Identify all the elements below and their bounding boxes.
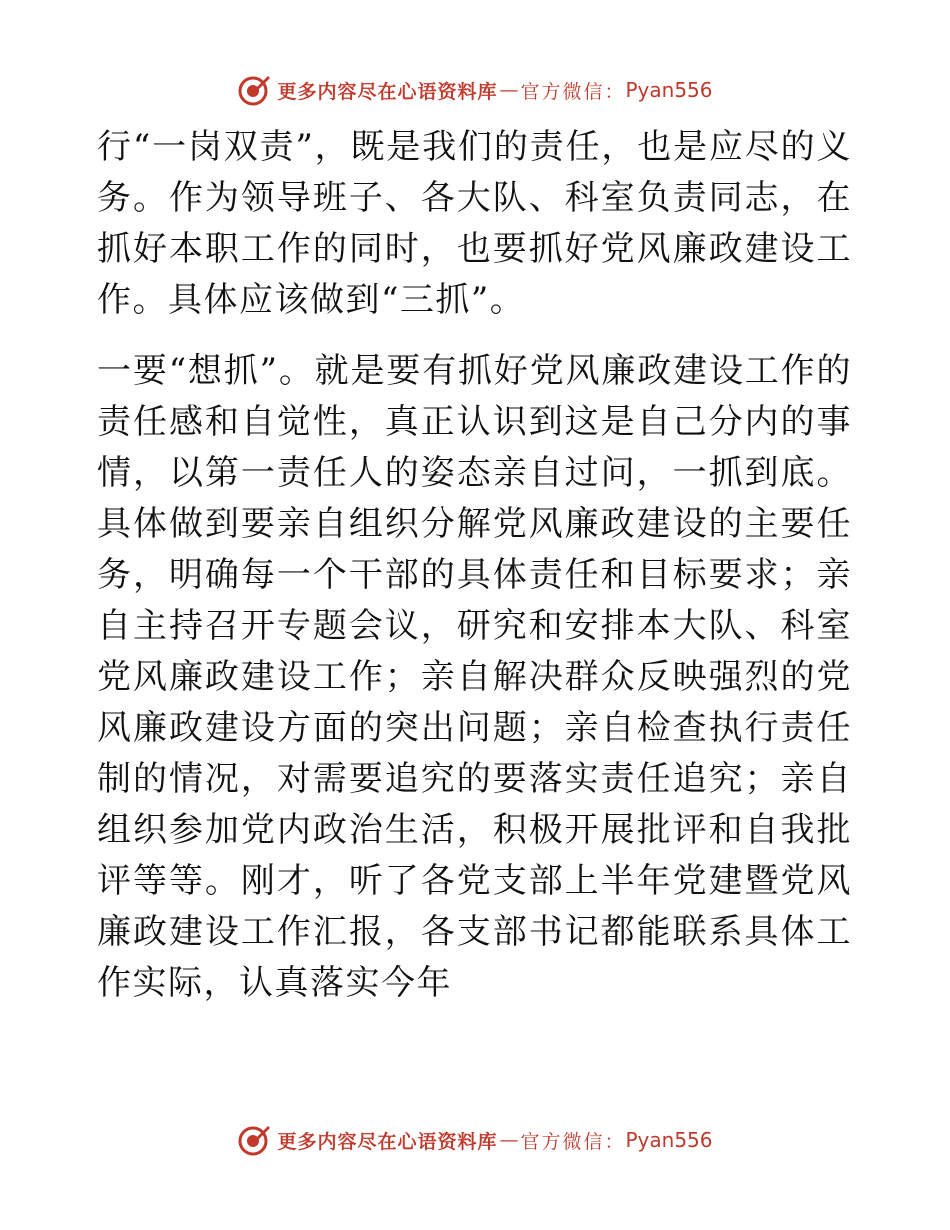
watermark-dash: — (499, 1129, 519, 1151)
paragraph-2: 一要“想抓”。就是要有抓好党风廉政建设工作的责任感和自觉性，真正认识到这是自己分内的事情，以第一责任人的姿态亲自过问，一抓到底。具体做到要亲自组织分解党风廉政建设的主要任务，明确每一个干部的具体责任和目标要求；亲自主持召开专题会议，研究和安排本大队、科室党风廉政建设工作；亲自解决群众反映强烈的党风廉政建设方面的突出问题；亲自检查执行责任制的情况，对需要追究的要落实责任追究；亲自组织参加党内政治生活，积极开展批评和自我批评等等。刚才，听了各党支部上半年党建暨党风廉政建设工作汇报，各支部书记都能联系具体工作实际，认真落实今年 (97, 351, 852, 1003)
watermark-main-text: 更多内容尽在心语资料库 (277, 80, 498, 103)
footer-watermark (0, 1120, 950, 1160)
pen-circle-logo-icon (237, 1123, 271, 1157)
pen-circle-logo-icon (237, 73, 271, 107)
header-watermark (0, 70, 950, 110)
watermark-wechat-label: 官方微信： (520, 80, 626, 103)
watermark-main-text: 更多内容尽在心语资料库 (277, 1130, 498, 1153)
paragraph-1: 行“一岗双责”，既是我们的责任，也是应尽的义务。作为领导班子、各大队、科室负责同志，在抓好本职工作的同时，也要抓好党风廉政建设工作。具体应该做到“三抓”。 (97, 127, 852, 320)
document-body (97, 122, 852, 1009)
watermark-wechat-id: Pyan556 (625, 1128, 713, 1152)
watermark-dash: — (499, 79, 519, 101)
watermark-wechat-label: 官方微信： (520, 1130, 626, 1153)
watermark-wechat-id: Pyan556 (625, 78, 713, 102)
